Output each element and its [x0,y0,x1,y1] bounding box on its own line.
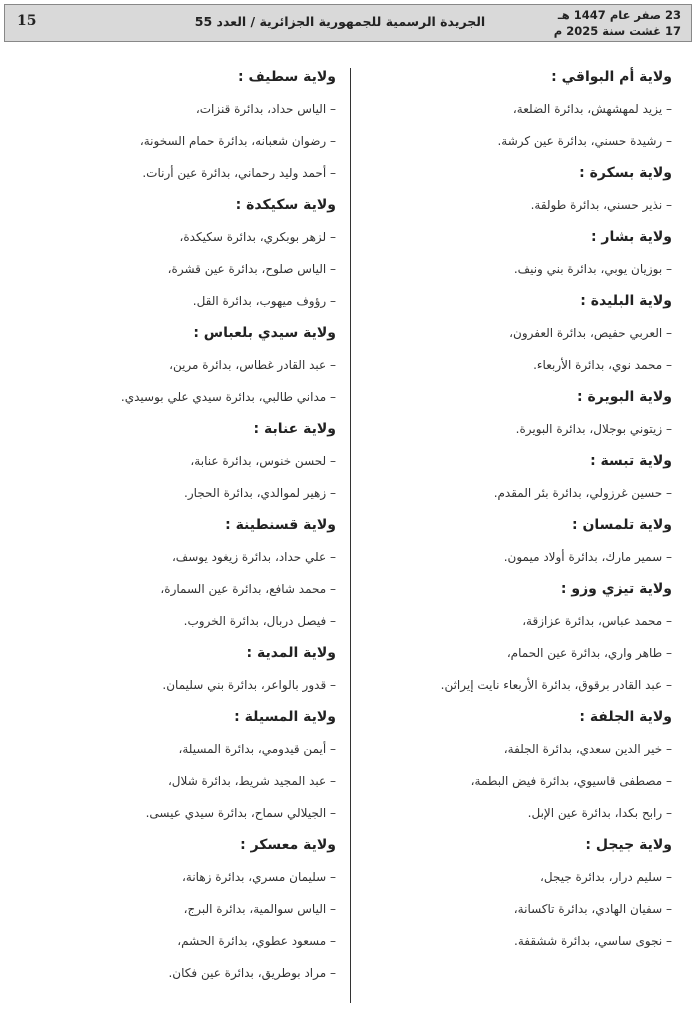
appointee-entry: – مسعود عطوي، بدائرة الحشم، [177,934,336,948]
left-column [16,64,336,992]
appointee-entry: – أحمد وليد رحماني، بدائرة عين أرنات. [142,166,336,180]
page-header [4,4,692,42]
wilaya-heading: ولاية المدية : [246,645,336,661]
appointee-entry: – محمد نوي، بدائرة الأربعاء. [533,358,672,372]
wilaya-heading: ولاية الجلفة : [579,709,672,725]
wilaya-heading: ولاية قسنطينة : [225,517,336,533]
wilaya-heading: ولاية بشار : [590,229,672,245]
appointee-entry: – زيتوني بوجلال، بدائرة البويرة. [515,422,672,436]
appointee-entry: – علي حداد، بدائرة زيغود يوسف، [171,550,336,564]
wilaya-heading: ولاية سطيف : [237,69,336,85]
appointee-entry: – الياس حداد، بدائرة قنزات، [195,102,336,116]
appointee-entry: – سفيان الهادي، بدائرة تاكسانة، [513,902,672,916]
column-divider [350,68,351,1003]
appointee-entry: – سليمان مسري، بدائرة زهانة، [182,870,336,884]
appointee-entry: – عبد القادر برقوق، بدائرة الأربعاء نايت إيراثن. [440,678,672,692]
issue-date [554,7,681,39]
wilaya-heading: ولاية عنابة : [253,421,336,437]
appointee-entry: – رابح بكدا، بدائرة عين الإبل. [527,806,672,820]
appointee-entry: – الياس صلوح، بدائرة عين قشرة، [167,262,336,276]
appointee-entry: – فيصل دربال، بدائرة الخروب. [183,614,336,628]
appointee-entry: – محمد عباس، بدائرة عزازقة، [522,614,672,628]
appointee-entry: – رضوان شعبانه، بدائرة حمام السخونة، [139,134,336,148]
appointee-entry: – بوزيان يوبي، بدائرة بني ونيف. [513,262,672,276]
appointee-entry: – طاهر واري، بدائرة عين الحمام، [506,646,672,660]
appointee-entry: – الجيلالي سماح، بدائرة سيدي عيسى. [145,806,336,820]
appointee-entry: – حسين غرزولي، بدائرة بئر المقدم. [493,486,672,500]
wilaya-heading: ولاية تبسة : [590,453,672,469]
appointee-entry: – قدور بالواعر، بدائرة بني سليمان. [162,678,336,692]
appointee-entry: – عبد القادر غطاس، بدائرة مرين، [169,358,336,372]
appointee-entry: – محمد شافع، بدائرة عين السمارة، [160,582,336,596]
right-column [352,64,672,960]
wilaya-heading: ولاية جيجل : [585,837,672,853]
appointee-entry: – مصطفى قاسيوي، بدائرة فيض البطمة، [470,774,672,788]
wilaya-heading: ولاية تلمسان : [571,517,672,533]
appointee-entry: – سليم درار، بدائرة جيجل، [540,870,672,884]
appointee-entry: – لزهر بوبكري، بدائرة سكيكدة، [179,230,336,244]
appointee-entry: – نذير حسني، بدائرة طولقة. [530,198,672,212]
wilaya-heading: ولاية سكيكدة : [235,197,336,213]
appointee-entry: – رؤوف ميهوب، بدائرة القل. [192,294,336,308]
wilaya-heading: ولاية المسيلة : [234,709,336,725]
appointee-entry: – يزيد لمهشهش، بدائرة الضلعة، [512,102,672,116]
wilaya-heading: ولاية تيزي وزو : [560,581,672,597]
appointee-entry: – عبد المجيد شريط، بدائرة شلال، [167,774,336,788]
appointee-entry: – زهير لموالدي، بدائرة الحجار. [184,486,336,500]
appointee-entry: – نجوى ساسي، بدائرة ششقفة. [514,934,672,948]
wilaya-heading: ولاية البويرة : [577,389,672,405]
wilaya-heading: ولاية بسكرة : [579,165,672,181]
date-gregorian: 17 غشت سنة 2025 م [553,24,681,38]
appointee-entry: – مراد بوطريق، بدائرة عين فكان. [168,966,336,980]
appointee-entry: – رشيدة حسني، بدائرة عين كرشة. [497,134,672,148]
wilaya-heading: ولاية معسكر : [240,837,336,853]
date-hijri: 23 صفر عام 1447 هـ [557,8,681,22]
appointee-entry: – أيمن قيدومي، بدائرة المسيلة، [178,742,336,756]
appointee-entry: – خير الدين سعدي، بدائرة الجلفة، [503,742,672,756]
appointee-entry: – العربي حفيص، بدائرة العفرون، [509,326,672,340]
wilaya-heading: ولاية سيدي بلعباس : [193,325,336,341]
page-number: 15 [17,13,37,29]
appointee-entry: – الياس سوالمية، بدائرة البرج، [183,902,336,916]
journal-title: الجريدة الرسمية للجمهورية الجزائرية / العدد 55 [194,14,486,29]
appointee-entry: – سمير مارك، بدائرة أولاد ميمون. [503,550,672,564]
appointee-entry: – مداني طالبي، بدائرة سيدي علي بوسيدي. [120,390,336,404]
wilaya-heading: ولاية أم البواقي : [551,69,672,85]
appointee-entry: – لحسن خنوس، بدائرة عنابة، [190,454,336,468]
wilaya-heading: ولاية البليدة : [580,293,672,309]
